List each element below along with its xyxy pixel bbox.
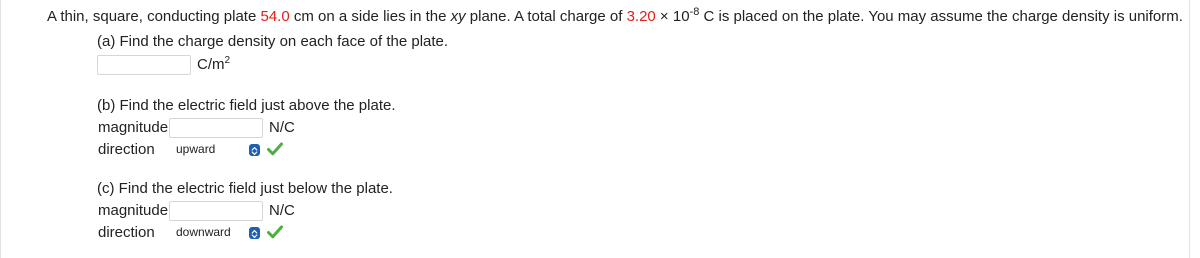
part-a-question: (a) Find the charge density on each face of the plate. xyxy=(97,33,449,50)
part-c-direction-label: direction xyxy=(98,224,155,241)
charge-density-unit xyxy=(197,56,230,74)
charge-mantissa: 3.20 xyxy=(626,8,656,25)
field-above-direction-select[interactable] xyxy=(168,139,264,159)
part-c-magnitude-label: magnitude xyxy=(98,202,169,219)
charge-density-unit-exponent: 2 xyxy=(224,55,231,66)
charge-density-input[interactable] xyxy=(97,55,191,75)
field-above-direction-value: upward xyxy=(176,142,216,156)
field-below-direction-value: downward xyxy=(176,225,231,239)
problem-statement xyxy=(47,8,1183,26)
correct-check-icon xyxy=(267,225,283,239)
side-length-value: 54.0 xyxy=(260,8,290,25)
field-below-magnitude-input[interactable] xyxy=(169,201,263,221)
part-b-question: (b) Find the electric field just above the plate. xyxy=(97,97,396,114)
correct-check-icon xyxy=(267,142,283,156)
times-ten: × 10 xyxy=(655,8,690,25)
problem-text-4: C is placed on the plate. You may assume the charge density is uniform. xyxy=(699,8,1183,25)
field-below-unit: N/C xyxy=(269,202,295,219)
problem-text-3: plane. A total charge of xyxy=(465,8,627,25)
problem-text-1: A thin, square, conducting plate xyxy=(47,8,261,25)
field-above-unit: N/C xyxy=(269,119,295,136)
charge-exponent: -8 xyxy=(689,6,700,18)
plane-variable: xy xyxy=(450,8,466,25)
select-arrows-icon xyxy=(249,227,260,239)
problem-text-2: cm on a side lies in the xyxy=(289,8,451,25)
field-below-direction-select[interactable] xyxy=(168,222,264,242)
select-arrows-icon xyxy=(249,144,260,156)
part-b-direction-label: direction xyxy=(98,141,155,158)
field-above-magnitude-input[interactable] xyxy=(169,118,263,138)
part-b-magnitude-label: magnitude xyxy=(98,119,169,136)
charge-density-unit-base: C/m xyxy=(197,56,225,73)
part-c-question: (c) Find the electric field just below the plate. xyxy=(97,180,393,197)
